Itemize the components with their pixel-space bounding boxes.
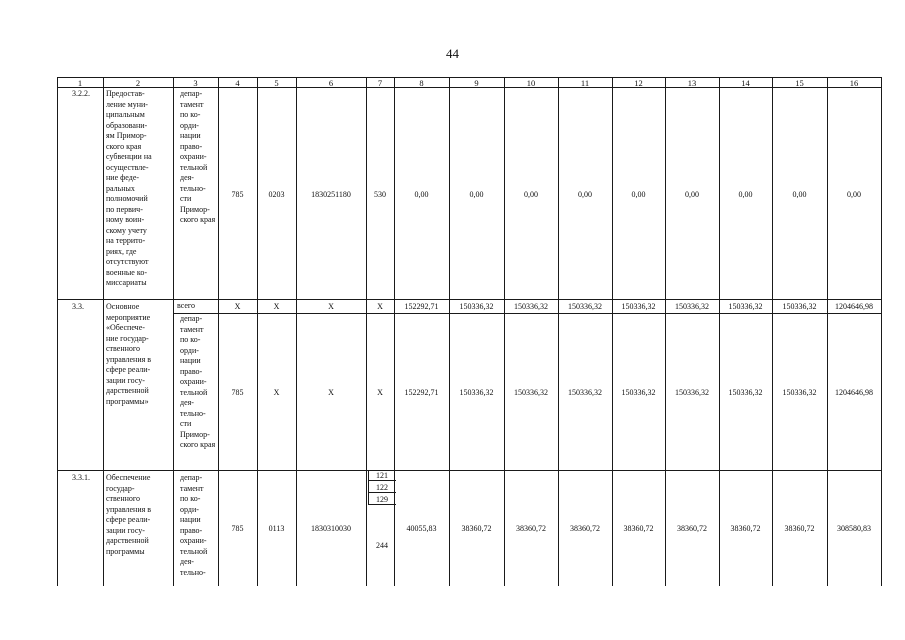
column-header: 9: [474, 77, 479, 88]
column-header: 11: [580, 77, 590, 88]
grid-vline: [558, 77, 559, 586]
column-header: 2: [135, 77, 141, 88]
value-cell: 150336,32: [728, 388, 763, 397]
grid-vline: [103, 77, 104, 586]
row-executor: депар- тамент по ко- орди- нации право- охрани- тельной дея- тельно-: [180, 473, 208, 577]
value-cell: 38360,72: [570, 524, 600, 533]
grid-hline: [57, 470, 881, 471]
kbk-code: 122: [376, 483, 388, 492]
value-cell: 150336,32: [621, 388, 656, 397]
grid-vline: [257, 77, 258, 586]
grid-vline: [504, 77, 505, 586]
kbk-code: 121: [376, 471, 388, 480]
value-cell: 38360,72: [677, 524, 707, 533]
value-cell: 40055,83: [406, 524, 437, 533]
row-code: 3.2.2.: [72, 89, 90, 98]
grid-vline: [57, 77, 58, 586]
cell-c4: 785: [231, 524, 244, 533]
value-cell: 152292,71: [404, 302, 439, 311]
value-cell: 150336,32: [514, 302, 548, 311]
cell-c7: X: [377, 388, 383, 397]
grid-vline: [772, 77, 773, 586]
page-number: 44: [446, 46, 459, 61]
cell-c6: X: [328, 388, 334, 397]
cell-c6: 1830310030: [311, 524, 351, 533]
grid-vline: [719, 77, 720, 586]
row-code: 3.3.: [72, 302, 84, 311]
grid-vline: [449, 77, 450, 586]
grid-vline: [173, 77, 174, 586]
cell-c7: X: [377, 302, 383, 311]
value-cell: 0,00: [524, 190, 538, 199]
value-cell: 0,00: [792, 190, 807, 199]
cell-c6: X: [328, 302, 334, 311]
value-cell: 38360,72: [623, 524, 654, 533]
cell-c4: 785: [231, 190, 244, 199]
row-name: Обеспечение государ- ственного управления в сфере реали- зации госу- дарственной программы: [106, 473, 152, 556]
row-code: 3.3.1.: [72, 473, 90, 482]
column-header: 7: [377, 77, 383, 88]
column-header: 10: [526, 77, 536, 88]
kbk-code: 244: [376, 541, 388, 550]
grid-vline: [296, 77, 297, 586]
value-cell: 0,00: [738, 190, 753, 199]
grid-vline: [665, 77, 666, 586]
row-executor: депар- тамент по ко- орди- нации право- охрани- тельной дея- тельно- сти Примор- ского края: [180, 89, 216, 224]
value-cell: 0,00: [578, 190, 592, 199]
column-header: 4: [235, 77, 240, 88]
kbk-code: 129: [376, 495, 388, 504]
value-cell: 0,00: [414, 190, 429, 199]
value-cell: 0,00: [847, 190, 861, 199]
value-cell: 150336,32: [675, 302, 709, 311]
value-cell: 38360,72: [461, 524, 492, 533]
value-cell: 308580,83: [837, 524, 871, 533]
column-header: 3: [193, 77, 198, 88]
column-header: 5: [274, 77, 279, 88]
row-executor-total: всего: [177, 301, 196, 310]
grid-hline: [173, 313, 881, 314]
cell-c5: X: [273, 302, 280, 311]
grid-hline: [57, 299, 881, 300]
value-cell: 150336,32: [459, 302, 494, 311]
value-cell: 150336,32: [568, 302, 602, 311]
value-cell: 150336,32: [675, 388, 709, 397]
value-cell: 38360,72: [516, 524, 546, 533]
cell-c6: 1830251180: [311, 190, 351, 199]
value-cell: 1204646,98: [835, 388, 873, 397]
cell-c5: 0113: [268, 524, 285, 533]
value-cell: 150336,32: [514, 388, 548, 397]
value-cell: 0,00: [631, 190, 646, 199]
value-cell: 0,00: [469, 190, 484, 199]
value-cell: 150336,32: [568, 388, 602, 397]
row-name: Предостав- ление муни- ципальным образовани- ям Примор- ского края субвенции на осуществле- ние феде- ральных полномочий по первич- ному воин- скому учету на террито- риях, где отсутствуют военные ко- миссариаты: [106, 89, 152, 287]
value-cell: 0,00: [685, 190, 699, 199]
grid-vline: [394, 77, 395, 586]
column-header: 6: [328, 77, 334, 88]
column-header: 1: [77, 77, 83, 88]
value-cell: 150336,32: [782, 388, 817, 397]
cell-c4: 785: [231, 388, 244, 397]
column-header: 16: [849, 77, 859, 88]
value-cell: 38360,72: [784, 524, 815, 533]
row-name: Основное мероприятие «Обеспече- ние государ- ственного управления в сфере реали- зации госу- дарственной программы»: [106, 302, 152, 406]
grid-vline: [366, 77, 367, 586]
value-cell: 150336,32: [728, 302, 763, 311]
cell-c5: 0203: [268, 190, 285, 199]
column-header: 12: [634, 77, 643, 88]
grid-vline: [881, 77, 882, 586]
value-cell: 150336,32: [782, 302, 817, 311]
value-cell: 1204646,98: [835, 302, 873, 311]
column-header: 15: [795, 77, 804, 88]
column-header: 13: [687, 77, 697, 88]
value-cell: 150336,32: [459, 388, 494, 397]
grid-vline: [218, 77, 219, 586]
cell-c7: 530: [374, 190, 386, 199]
grid-vline: [827, 77, 828, 586]
row-executor: депар- тамент по ко- орди- нации право- охрани- тельной дея- тельно- сти Примор- ского края: [180, 314, 216, 449]
cell-c4: X: [234, 302, 241, 311]
column-header: 8: [419, 77, 424, 88]
value-cell: 150336,32: [621, 302, 656, 311]
value-cell: 152292,71: [404, 388, 439, 397]
cell-c5: X: [273, 388, 280, 397]
column-header: 14: [741, 77, 750, 88]
value-cell: 38360,72: [730, 524, 761, 533]
grid-vline: [612, 77, 613, 586]
